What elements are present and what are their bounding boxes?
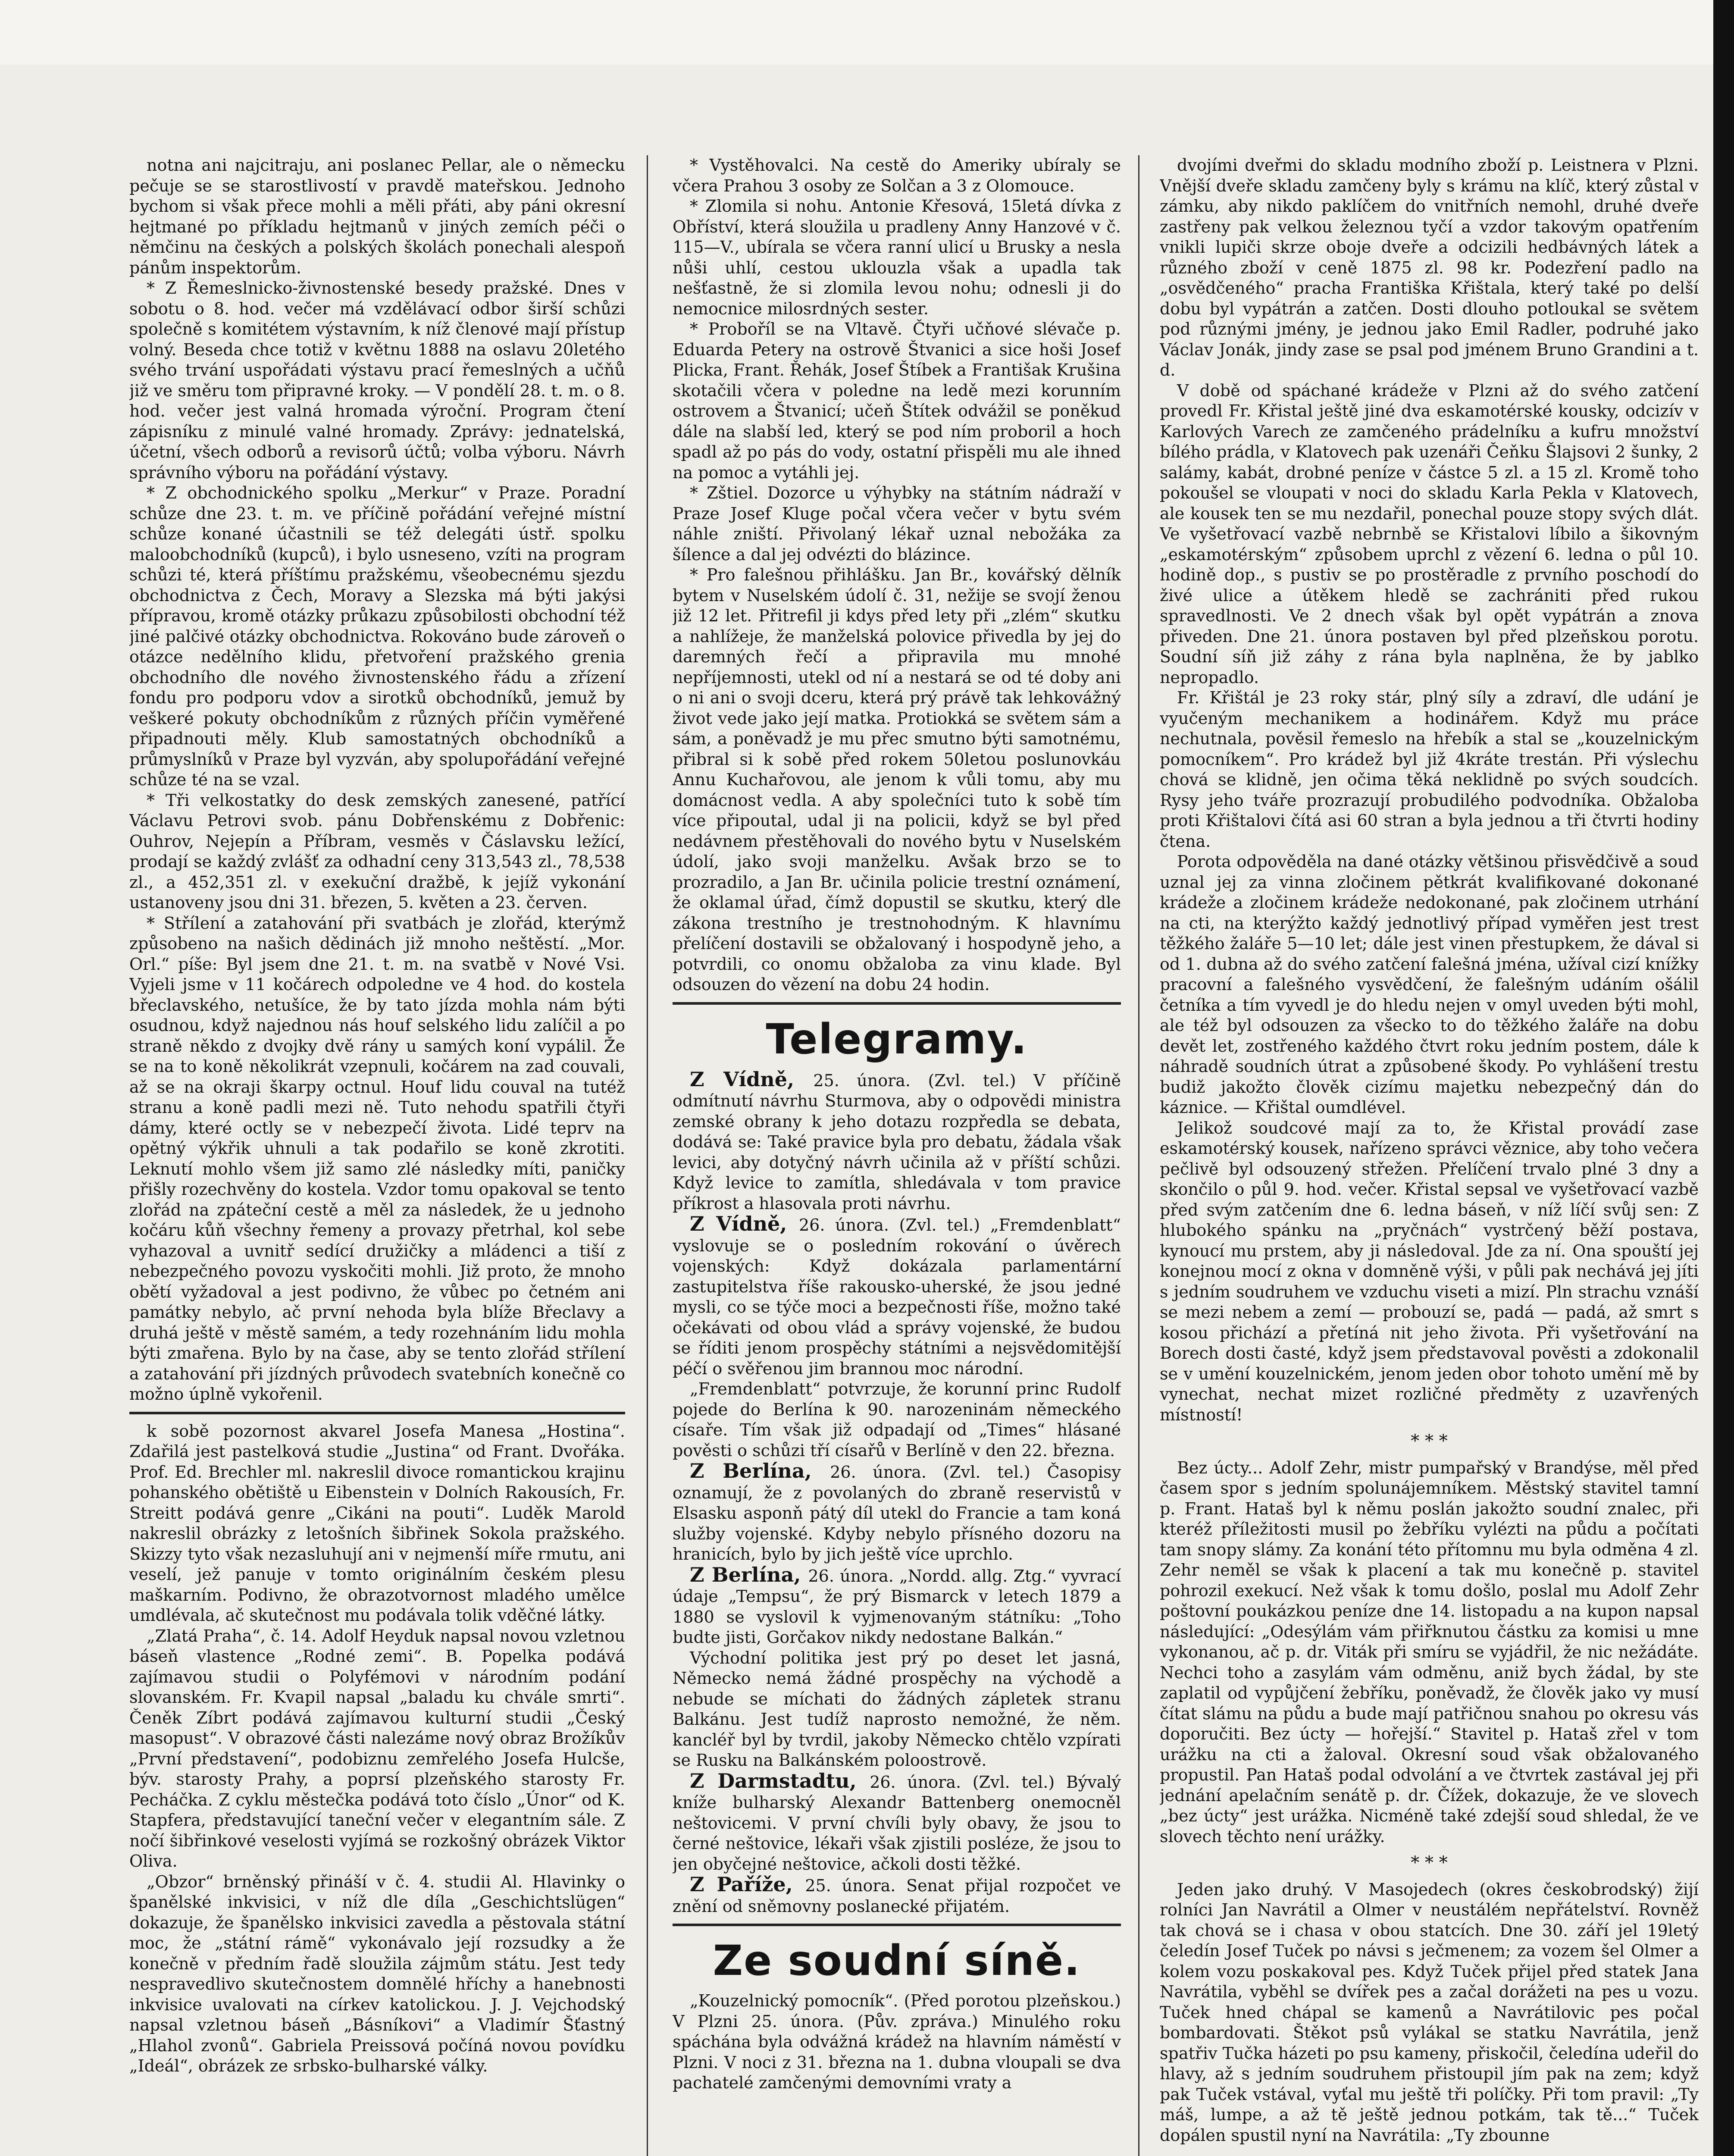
paragraph-text: * Z obchodnického spolku „Merkur“ v Praze. Poradní schůze dne 23. t. m. ve příčině pořádání veřejné místní schůze konané účastnili se též delegáti ústř. spolku maloobchodníků (kupců), i bylo usneseno, vzíti na program schůzi té, která příštímu pražskému, všeobecnému sjezdu obchodnictva z Čech, Moravy a Slezska má býti jakýsi přípravou, kromě otázky průkazu způsobilosti obchodní též jiné palčivé otázky obchodnictva. Rokováno bude zároveň o otázce nedělního klidu, přetvoření pražského grenia obchodního dle nového živnostenského řádu a zřízení fondu pro podporu vdov a sirotků obchodníků, jemuž by veškeré pokuty obchodníkům z různých příčin vyměřené připadnouti měly. Klub samostatných obchodníků a průmyslníků v Praze byl vyzván, aby spolupořádání veřejné schůze té na se vzal. xyxy=(129,483,625,789)
article-paragraph xyxy=(673,155,1121,196)
article-paragraph xyxy=(129,278,625,483)
article-paragraph xyxy=(1160,1880,1699,2146)
dateline-city: Z Paříže, xyxy=(690,1873,805,1896)
paragraph-text: * Z Řemeslnicko-živnostenské besedy pražské. Dnes v sobotu o 8. hod. večer má vzdělávací odbor širší schůzi společně s komitétem výstavním, k níž členové mají přístup volný. Beseda chce totiž v květnu 1888 na oslavu 20letého svého trvání uspořádati výstavu prací řemeslných a učňů již ve směru tom připravné kroky. — V pondělí 28. t. m. o 8. hod. večer jest valná hromada výroční. Program čtení zápisníku z minulé valné hromady. Zprávy: jednatelská, účetní, všech odborů a revisorů účtů; volba výboru. Návrh správního výboru na pořádání výstavy. xyxy=(129,279,625,482)
paragraph-text: notna ani najcitraju, ani poslanec Pellar, ale o německu pečuje se se starostlivostí v pravdě mateřskou. Jednoho bychom si však přece mohli a měli přáti, aby páni okresní hejtmané po příkladu hejtmanů v jiných zemích péči o němčinu na českých a polských školách ponechali alespoň pánům inspektorům. xyxy=(129,156,625,277)
article-paragraph xyxy=(1160,1118,1699,1426)
paragraph-text: Východní politika jest prý po deset let jasná, Německo nemá žádné prospěchy na východě a nebude se míchati do žádných zápletek stranu Balkánu. Jest tudíž naprosto nemožné, že něm. kancléř byl by tvrdil, jakoby Německo chtělo vzpírati se Rusku na Balkánském poloostrově. xyxy=(673,1648,1121,1770)
scan-dark-edge xyxy=(1713,0,1734,2156)
paragraph-text: * Tři velkostatky do desk zemských zanesené, patřící Václavu Petrovi svob. pánu Dobřenskému z Dobřenic: Ouhrov, Nejepín a Příbram, vesměs v Čáslavsku ležící, prodají se každý zvlášť za odhadní ceny 313,543 zl., 78,538 zl., a 452,351 zl. v exekuční dražbě, k jejíž vykonání ustanoveny jsou dni 31. březen, 5. květen a 23. červen. xyxy=(129,790,625,912)
page-top-margin xyxy=(0,0,1734,65)
article-paragraph xyxy=(673,1771,1121,1875)
section-rule xyxy=(673,1924,1121,1926)
section-heading: Telegramy. xyxy=(766,1015,1028,1063)
paragraph-text: * Zštiel. Dozorce u výhybky na státním nádraží v Praze Josef Kluge počal včera večer v bytu svém náhle zniští. Přivolaný lékař uznal nebožáka za šílence a dal jej odvézti do blázince. xyxy=(673,483,1121,564)
article-paragraph xyxy=(673,196,1121,319)
article-paragraph xyxy=(673,1874,1121,1917)
article-paragraph xyxy=(129,483,625,790)
dateline-city: Z Vídně, xyxy=(690,1212,799,1235)
paragraph-text: * Vystěhovalci. Na cestě do Ameriky ubíraly se včera Prahou 3 osoby ze Solčan a 3 z Olomouce. xyxy=(673,156,1121,195)
article-paragraph xyxy=(673,1991,1121,2093)
paragraph-text: 26. února. (Zvl. tel.) Časopisy oznamují, že z povolaných do zbraně reservistů v Elsasku asponň pátý díl utekl do Francie a tam koná služby vojenské. Kdyby nebylo přísného dozoru na hranicích, bylo by jich ještě více uprchlo. xyxy=(673,1463,1121,1564)
article-paragraph xyxy=(673,1565,1121,1648)
article-paragraph xyxy=(673,565,1121,995)
paragraph-text: dvojími dveřmi do skladu modního zboží p. Leistnera v Plzni. Vnější dveře skladu zamčeny byly s krámu na klíč, který zůstal v zámku, aby nikdo paklíčem do vnitřních nemohl, druhé dveře zastřeny pak velkou železnou tyčí a vzdor takovým opatřením vnikli lupiči skrze oboje dveře a odcizili hedbávných látek a různého zboží v ceně 1875 zl. 98 kr. Podezření padlo na „osvědčeného“ pracha Františka Křištala, který také po delší dobu byl vypátrán a zatčen. Dosti dlouho potloukal se světem pod různými jmény, je jednou jako Emil Radler, podruhé jako Václav Jonák, jindy zase se psal pod jménem Bruno Grandini a t. d. xyxy=(1160,156,1699,379)
section-rule xyxy=(129,1412,625,1414)
ornament-separator: * * * xyxy=(1411,1853,1448,1873)
paragraph-text: 26. února. (Zvl. tel.) Bývalý kníže bulharský Alexandr Battenberg onemocněl neštovicemi. V první chvíli byly obavy, že jsou to černé neštovice, lékaři však zjistili posléze, že jsou to jen obyčejné neštovice, ačkoli dosti těžké. xyxy=(673,1772,1121,1874)
column-left xyxy=(129,155,625,2156)
article-paragraph xyxy=(673,1379,1121,1461)
article-paragraph xyxy=(129,913,625,1405)
article-paragraph xyxy=(673,483,1121,565)
dateline-city: Z Berlína, xyxy=(690,1459,830,1482)
article-paragraph xyxy=(1160,155,1699,381)
dateline-city: Z Berlína, xyxy=(690,1563,808,1586)
dateline-city: Z Vídně, xyxy=(690,1067,814,1091)
paragraph-text: Fr. Křištál je 23 roky stár, plný síly a zdraví, dle udání je vyučeným mechanikem a hodinářem. Když mu práce nechutnala, pověsil řemeslo na hřebík a stal se „kouzelnickým pomocníkem“. Pro krádež byl již 4kráte trestán. Při výslechu chová se klidně, jen očima těká neklidně po svých soudcích. Rysy jeho tváře prozrazují probudilého podvodníka. Obžaloba proti Křištalovi čítá asi 60 stran a byla jednou a tři čtvrti hodiny čtena. xyxy=(1160,688,1699,851)
section-heading: Ze soudní síně. xyxy=(713,1937,1081,1985)
article-paragraph xyxy=(129,155,625,278)
paragraph-text: * Zlomila si nohu. Antonie Křesová, 15letá dívka z Obříství, která sloužila u pradleny Anny Hanzové v č. 115—V., ubírala se včera ranní ulicí u Brusky a nesla nůši uhlí, cestou uklouzla však a upadla tak nešťastně, že si zlomila levou nohu; odnesli ji do nemocnice milosrdných sester. xyxy=(673,197,1121,318)
paragraph-text: „Fremdenblatt“ potvrzuje, že korunní princ Rudolf pojede do Berlína k 90. narozeninám německého císaře. Tím však již odpadají od „Times“ hlásané pověsti o schůzi tří císařů v Berlíně v den 22. března. xyxy=(673,1379,1121,1460)
paragraph-text: „Obzor“ brněnský přináší v č. 4. studii Al. Hlavinky o španělské inkvisici, v níž dle díla „Geschichtslügen“ dokazuje, že španělsko inkvisici zavedla a pěstovala státní moc, že „státní rámě“ vykonávalo její rozsudky a že konečně v předním řadě sloužila zájmům státu. Jest tedy nespravedlivo skutečnostem domnělé hříchy a hanebnosti inkvisice uvalovati na církev katolickou. J. J. Vejchodský napsal vzletnou báseň „Básníkovi“ a Vladimír Šťastný „Hlahol zvonů“. Gabriela Preissová počíná novou povídku „Ideál“, obrázek ze srbsko-bulharské války. xyxy=(129,1872,625,2075)
column-right xyxy=(1160,155,1699,2156)
paragraph-text: 26. února. „Nordd. allg. Ztg.“ vyvrací údaje „Tempsu“, že prý Bismarck v letech 1879 a 1880 se vyslovil k vyjmenovaným státníku: „Toho budte jisti, Gorčakov nikdy nedostane Balkán.“ xyxy=(673,1566,1121,1647)
article-paragraph xyxy=(1160,1458,1699,1847)
article-paragraph xyxy=(673,1461,1121,1565)
article-paragraph xyxy=(673,1214,1121,1379)
ornament-separator: * * * xyxy=(1411,1431,1448,1451)
paragraph-text: 25. února. (Zvl. tel.) V příčině odmítnutí návrhu Sturmova, aby o odpovědi ministra zemské obrany k jeho dotazu rozpředla se debata, dodává se: Také pravice byla pro debatu, žádala však levici, aby dotyčný návrh učinila až v příští schůzi. Když levice to zamítla, shledávala v tom pravice příkrost a hlasovala proti návrhu. xyxy=(673,1071,1121,1213)
article-paragraph xyxy=(673,1648,1121,1771)
article-paragraph xyxy=(673,1069,1121,1214)
article-paragraph xyxy=(1160,688,1699,852)
article-paragraph xyxy=(129,1626,625,1872)
paragraph-text: * Střílení a zatahování při svatbách je zlořád, kterýmž způsobeno na našich dědinách již mnoho neštěstí. „Mor. Orl.“ píše: Byl jsem dne 21. t. m. na svatbě v Nové Vsi. Vyjeli jsme v 11 kočárech odpoledne ve 4 hod. do kostela břeclavského, netušíce, že by tato jízda mohla nám býti osudnou, když najednou nás houf selského lidu zalíčil a po straně někdo z dvojky dvě rány u samých koní vypálil. Že se na to koně několikrát vzepnuli, kočárem na zad couvali, až se na okraji škarpy octnul. Houf lidu couval na tutéž stranu a koně padli mezi ně. Tuto nehodu spatřili čtyři dámy, které octly se v nebezpečí života. Lidé teprv na opětný výkřik uhnuli a tak podařilo se koně zkrotiti. Leknutí mohlo všem již samo zlé následky míti, paničky přišly rozechvěny do kostela. Vzdor tomu opakoval se tento zlořád na zpáteční cestě a měl za následek, že u jednoho kočáru kůň všechny řemeny a provazy přetrhal, kol sebe vyhazoval a uvnitř sedící družičky a mládenci a tiší z nebezpečného povozu vyskočiti mohli. Již proto, že mnoho obětí vyžadoval a jest podivno, že vůbec po četném ani památky nebylo, ač první nehoda byla blíže Břeclavy a druhá ještě v městě samém, a tedy rozehnáním lidu mohla býti zmařena. Bylo by na čase, aby se tento zlořád střílení a zatahování při jízdných průvodech svatebních konečně co možno úplně vykořenil. xyxy=(129,913,625,1404)
article-paragraph xyxy=(673,319,1121,483)
paragraph-text: Porota odpověděla na dané otázky většinou přisvědčivě a soud uznal jej za vinna zločinem pětkrát kvalifikované dokonané krádeže a zločinem krádeže nedokonané, pak zločinem utrhání na cti, na kterýžto každý jednotlivý případ vyměřen jest trest těžkého žaláře 5—10 let; dále jest vinen přestupkem, že dával si od 1. dubna až do svého zatčení falešná jména, užíval cizí knížky pracovní a falešného vysvědčení, že falešným udáním ošálil četníka a tím vyvedl je do hledu nejen v omyl uveden býti mohl, ale též byl odsouzen za všecko to do těžkého žaláře na dobu devět let, zostřeného každého čtvrt roku jedním postem, dále k náhradě soudních útrat a způsobené škody. Po vyhlášení trestu budiž jakožto člověk cizímu majetku nebezpečný dán do káznice. — Křištal oumdlével. xyxy=(1160,852,1699,1117)
column-divider xyxy=(647,155,648,2156)
paragraph-text: Jelikož soudcové mají za to, že Křistal provádí zase eskamotérský kousek, nařízeno správci věznice, aby toho večera pečlivě byl odsouzený střežen. Přelíčení trvalo plné 3 dny a skončilo o půl 9. hod. večer. Křistal sepsal ve vyšetřovací vazbě před svým zatčením dne 6. ledna báseň, v níž líčí svůj sen: Z hlubokého spánku na „pryčnách“ vystrčený běží postava, kynoucí mu prstem, aby ji následoval. Jde za ní. Ona spouští jej konejnou mocí z okna v domněně výši, v půli pak nechává jej jíti s jedním soudruhem ve vzduchu viseti a mizí. Pln strachu vznáší se mezi nebem a zemí — probouzí se, padá — padá, až smrt s kosou přichází a přetíná nit jeho života. Při vyšetřování na Borech dosti časté, když jsem představoval pověsti a zdokonalil se v umění kouzelnickém, jenom jeden obor tohoto umění mě by vynechat, nechat mizet rozličné předměty z uzavřených místností! xyxy=(1160,1118,1699,1424)
article-paragraph xyxy=(129,790,625,913)
paragraph-text: „Kouzelnický pomocník“. (Před porotou plzeňskou.) V Plzni 25. února. (Pův. zpráva.) Minulého roku spáchána byla odvážná krádež na hlavním náměstí v Plzni. V noci z 31. března na 1. dubna vloupali se dva pachatelé zamčenými demovními vraty a xyxy=(673,1991,1121,2092)
article-paragraph xyxy=(1160,852,1699,1118)
paragraph-text: Bez úcty... Adolf Zehr, mistr pumpařský v Brandýse, měl před časem spor s jedním spolunájemníkem. Městský stavitel tamní p. Frant. Hataš byl k němu poslán jakožto soudní znalec, při kteréž příležitosti musil po žebříku vylézti na půdu a počítati tam snopy slámy. Za konání této přítomnu mu byla odměna 4 zl. Zehr neměl se však k placení a tak mu konečně p. stavitel pohrozil exekucí. Než však k tomu došlo, poslal mu Adolf Zehr poštovní poukázkou peníze dne 14. listopadu a na kupon napsal následující: „Odesýlám vám přiřknutou částku za komisi u mne vykonanou, ač p. dr. Viták při smíru se vyjádřil, že nic nežádáte. Nechci toho a zasylám vám odměnu, aniž bych žádal, by ste zaplatil od vypůjčení žebříku, poněvadž, že člověk jako vy musí čítat slámu na půdu a bude mají patřičnou snahou po okresu vás doporučiti. Bez úcty — hořejší.“ Stavitel p. Hataš zřel v tom urážku na cti a žaloval. Okresní soud však obžalovaného propustil. Pan Hataš podal odvolání a ve čtvrtek zastával jej při jednání apelačním senátě p. dr. Čížek, dokazuje, že ve slovech „bez úcty“ jest urážka. Nicméně také zdejší soud shledal, že ve slovech těchto není urážky. xyxy=(1160,1458,1699,1846)
article-paragraph xyxy=(129,1421,625,1626)
section-rule xyxy=(673,1002,1121,1005)
paragraph-text: * Pro falešnou přihlášku. Jan Br., kovářský dělník bytem v Nuselském údolí č. 31, nežije se svojí ženou již 12 let. Přitrefil ji kdys před lety při „zlém“ skutku a nahlížeje, že manželská polovice přivedla by jej do daremných řečí a připravila mu mnohé nepříjemnosti, utekl od ní a nestará se od té doby ani o ni ani o svoji dceru, která prý právě tak lehkovážný život vede jako její matka. Protiokká se světem sám a sám, a poněvadž je mu přec smutno býti samotnému, přibral si k sobě před rokem 50letou poslunovkáu Annu Kuchařovou, ale jenom k vůli tomu, aby mu domácnost vedla. A aby společníci tuto k sobě tím více připoutal, udal ji na policii, když se byl před nedávnem přestěhovali do nového bytu v Nuselském údolí, jako svoji manželku. Avšak brzo se to prozradilo, a Jan Br. učinila policie trestní oznámení, že oklamal úřad, čímž dopustil se skutku, který dle zákona trestního je trestnohodným. K hlavnímu přelíčení dostavili se obžalovaný i hospodyně jeho, a potvrdili, co onomu obžaloba za vinu klade. Byl odsouzen do vězení na dobu 24 hodin. xyxy=(673,565,1121,994)
article-paragraph xyxy=(129,1872,625,2077)
paragraph-text: k sobě pozornost akvarel Josefa Manesa „Hostina“. Zdařilá jest pastelková studie „Justina“ od Frant. Dvořáka. Prof. Ed. Brechler ml. nakreslil divoce romantickou krajinu pohanského obětiště u Eibenstein v Dolních Rakousích, Fr. Streitt podává genre „Cikáni na pouti“. Luděk Marold nakreslil obrázky z letošních šibřinek Sokola pražského. Skizzy tyto však nezasluhují ani v nejmenší míře rmutu, ani veselí, jež panuje v tomto originálním českém plesu maškarním. Podivno, že obrazotvornost mladého umělce umdlévala, ač skutečnost mu podávala tolik vděčné látky. xyxy=(129,1421,625,1625)
dateline-city: Z Darmstadtu, xyxy=(690,1769,870,1792)
column-divider xyxy=(1138,155,1139,2156)
paragraph-text: * Proboříl se na Vltavě. Čtyři učňové slévače p. Eduarda Petery na ostrově Štvanici a sice hoši Josef Plicka, Frant. Řehák, Josef Štíbek a Františak Krušina skotačili včera v poledne na ledě mezi korunním ostrovem a Štvanicí; učeň Štítek odvážil se poněkud dále na slabší led, který se pod ním proboril a hoch spadl až po pás do vody, ostatní přispěli mu ale ihned na pomoc a vytáhli jej. xyxy=(673,320,1121,482)
paragraph-text: Jeden jako druhý. V Masojedech (okres českobrodský) žijí rolníci Jan Navrátil a Olmer v neustálém nepřátelství. Rovněž tak chová se i chasa v obou statcích. Dne 30. září jel 19letý čeledín Josef Tuček po návsi s ječmenem; za vozem šel Olmer a kolem vozu poskakoval pes. Když Tuček přijel před statek Jana Navrátila, vyběhl se dvířek pes a začal dorážeti na pes u vozu. Tuček hned chápal se kamenů a Navrátilovic pes počal bombardovati. Štěkot psů vylákal se statku Navrátila, jenž spatřiv Tučka házeti po psu kameny, přiskočil, čeledína udeřil do hlavy, až s jedním soudruhem přistoupil jím pak na zem; když pak Tuček vstával, vyťal mu ještě tři políčky. Při tom pravil: „Ty máš, lumpe, a až tě ještě jednou potkám, tak tě...“ Tuček dopálen spustil nyní na Navrátila: „Ty zbounne xyxy=(1160,1880,1699,2145)
paragraph-text: 25. února. Senat přijal rozpočet ve znění od sněmovny poslanecké přijatém. xyxy=(673,1876,1121,1916)
paragraph-text: 26. února. (Zvl. tel.) „Fremdenblatt“ vyslovuje se o posledním rokování o úvěrech vojenských: Když dokázala parlamentární zastupitelstva říše rakousko-uherské, že jsou jedné mysli, co se týče moci a bezpečnosti říše, možno také očekávati od obou vlád a správy vojenské, že budou se říditi jenom prospěchy státními a nejsvědomitější péčí o svěřenou jim brannou moc národní. xyxy=(673,1216,1121,1378)
paragraph-text: „Zlatá Praha“, č. 14. Adolf Heyduk napsal novou vzletnou báseň vlastence „Rodné zemi“. B. Popelka podává zajímavou studii o Polyfémovi v národním podání slovanském. Fr. Kvapil napsal „baladu ku chvále smrti“. Čeněk Zíbrt podává zajímavou kulturní studii „Český masopust“. V obrazové části nalezáme nový obraz Brožíkův „První představení“, podobiznu zemřelého Josefa Hulcše, býv. starosty Prahy, a poprsí plzeňského starosty Fr. Pecháčka. Z cyklu městečka podává toto číslo „Únor“ od K. Stapfera, představující taneční večer v elegantním sále. Z nočí šibřinkové veselosti vyjímá se rozkošný obrázek Viktor Oliva. xyxy=(129,1626,625,1871)
column-middle xyxy=(673,155,1121,2156)
paragraph-text: V době od spáchané krádeže v Plzni až do svého zatčení provedl Fr. Křistal ještě jiné dva eskamotérské kousky, odcizív v Karlových Varech ze zamčeného prádelníku a kufru množství bílého prádla, v Klatovech pak uzenáři Čeňku Šlajsovi 2 šunky, 2 salámy, kabát, drobné peníze v částce 5 zl. a 15 zl. Kromě toho pokoušel se vloupati v noci do skladu Karla Pekla v Klatovech, ale kousek ten se mu nezdařil, ponechal pouze stopy svých dlát. Ve vyšetřovací vazbě nebrnbě se Křistalovi líbilo a šikovným „eskamotérským“ způsobem uprchl z vězení 6. ledna o půl 10. hodině dop., s pustiv se po prostěradle z prvního poschodí do živé ulice a útěkem hledě se zachrániti před rukou spravedlnosti. Ve 2 dnech však byl opět vypátrán a znova přiveden. Dne 21. února postaven byl před plzeňskou porotu. Soudní síň již záhy z rána byla naplněna, že by jablko nepropadlo. xyxy=(1160,381,1699,687)
article-paragraph xyxy=(1160,381,1699,688)
